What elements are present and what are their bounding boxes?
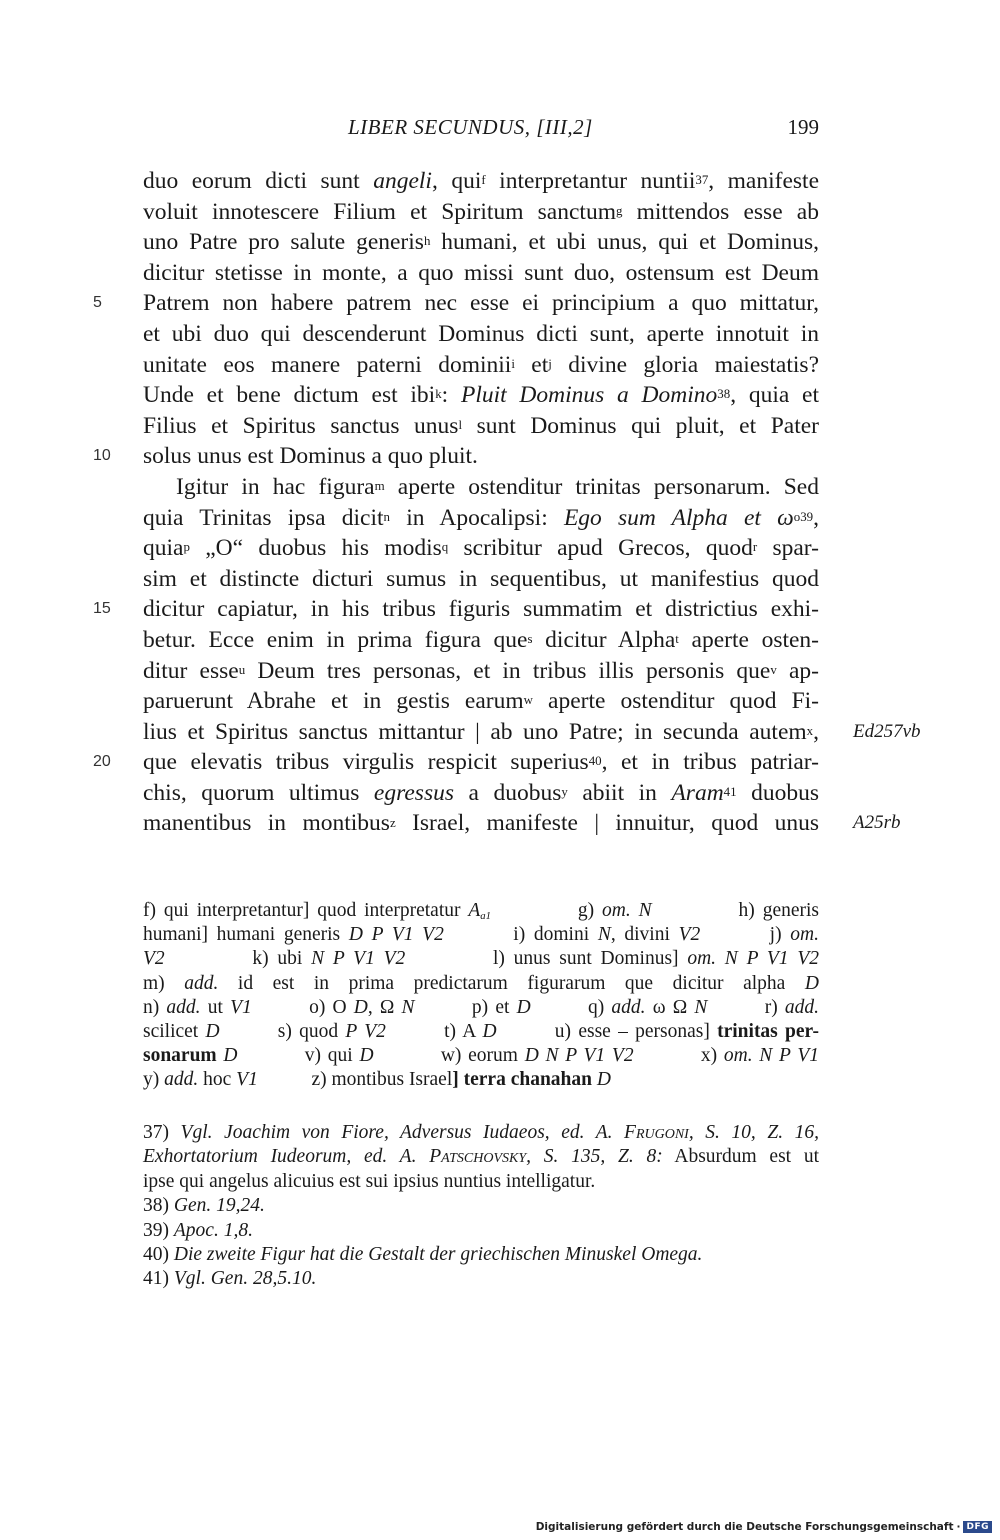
- footnote-line: 38) Gen. 19,24.: [143, 1195, 265, 1217]
- apparatus-line: f) qui interpretantur] quod interpretatur $A_{a1}$ g) om. N h) generis: [143, 900, 820, 923]
- text-line: et ubi duo qui descenderunt Dominus dicti sunt, aperte innotuit in: [143, 320, 819, 347]
- text-line: betur. Ecce enim in prima figura que$^s$ dicitur Alpha$^t$ aperte osten-: [143, 626, 820, 653]
- line-number: 10: [93, 447, 111, 465]
- apparatus-line: n) add. ut V1 o) O D, Ω N p) et D q) add. ω Ω N r) add.: [143, 996, 820, 1018]
- text-line: Igitur in hac figura$^m$ aperte ostenditur trinitas personarum. Sed: [176, 473, 819, 500]
- text-line: uno Patre pro salute generis$^h$ humani, et ubi unus, qui et Dominus,: [143, 229, 819, 256]
- running-title: LIBER SECUNDUS, [III,2]: [348, 115, 593, 139]
- text-line: voluit innotescere Filium et Spiritum sanctum$^g$ mittendos esse ab: [143, 198, 819, 225]
- text-line: 5 Patrem non habere patrem nec esse ei principium a quo mittatur,: [143, 288, 819, 319]
- apparatus-line: y) add. hoc V1 z) montibus Israel] terra chanahan D: [143, 1069, 611, 1091]
- text-line: paruerunt Abrahe et in gestis earum$^w$ aperte ostenditur quod Fi-: [143, 688, 820, 715]
- footnotes: [143, 1121, 819, 1292]
- footnote-line: Exhortatorium Iudeorum, ed. A. Patschovsky, S. 135, Z. 8: Absurdum est ut: [143, 1146, 819, 1168]
- apparatus-line: m) add. id est in prima predictarum figurarum que dicitur alpha D: [143, 972, 819, 994]
- text-line: unitate eos manere paterni dominii$^i$ $et^j$ divine gloria maiestatis?: [143, 351, 819, 378]
- apparatus-line: humani] humani generis D P V1 V2 i) domini N, divini V2 j) om.: [143, 924, 819, 946]
- apparatus-line: scilicet D s) quod P V2 t) A D u) esse – personas] trinitas per-: [143, 1020, 819, 1042]
- apparatus-line: V2 k) ubi N P V1 V2 l) unus sunt Dominus] om. N P V1 V2: [143, 948, 819, 970]
- footnote-line: 37) Vgl. Joachim von Fiore, Adversus Iudaeos, ed. A. Frugoni, S. 10, Z. 16,: [143, 1122, 819, 1143]
- footnote-line: 41) Vgl. Gen. 28,5.10.: [143, 1268, 317, 1290]
- line-number: 20: [93, 753, 111, 771]
- text-line: quia$^p$ „O“ duobus his modis$^q$ scribitur apud Grecos, quod$^r$ spar-: [143, 535, 819, 562]
- page-number: 199: [787, 115, 819, 139]
- text-line: Filius et Spiritus sanctus unus$^l$ sunt Dominus qui pluit, et Pater: [143, 412, 819, 439]
- text-line: quia Trinitas ipsa dicit$^n$ in Apocalipsi: Ego sum Alpha et $\omega^{o39}$,: [143, 504, 819, 531]
- text-line: dicitur stetisse in monte, a quo missi sunt duo, ostensum est Deum: [143, 259, 819, 286]
- main-text: [93, 166, 921, 839]
- apparatus-line: sonarum D v) qui D w) eorum D N P V1 V2 x) om. N P V1: [143, 1045, 819, 1067]
- text-line: duo eorum dicti sunt angeli, qui$^f$ interpretantur nuntii$^{37}$, manifeste: [143, 168, 819, 194]
- text-line: sim et distincte dicturi sumus in sequentibus, ut manifestius quod: [143, 565, 819, 592]
- manuscript-siglum: Ed257vb: [853, 720, 921, 742]
- text-line: chis, quorum ultimus egressus a duobus$^y$ abiit in Aram$^{41}$ duobus: [143, 779, 819, 806]
- line-number: 5: [93, 294, 102, 312]
- footnote-line: 40) Die zweite Figur hat die Gestalt der griechischen Minuskel Omega.: [143, 1243, 703, 1265]
- dfg-logo-icon: DFG: [963, 1521, 992, 1533]
- manuscript-siglum: A25rb: [853, 812, 901, 834]
- critical-apparatus: [143, 899, 819, 1093]
- text-line: 20 que elevatis tribus virgulis respicit superius$^{40}$, et in tribus patriar-: [143, 747, 819, 778]
- text-line: lius et Spiritus sanctus mittantur | ab uno Patre; in secunda autem$^x$, Ed257vb: [143, 717, 819, 748]
- line-number: 15: [93, 600, 111, 618]
- text-line: ditur esse$^u$ Deum tres personas, et in tribus illis personis que$^v$ ap-: [143, 657, 819, 684]
- digitization-footer: Digitalisierung gefördert durch die Deutsche Forschungsgemeinschaft · DFG: [536, 1521, 992, 1533]
- footer-text: Digitalisierung gefördert durch die Deutsche Forschungsgemeinschaft: [535, 1521, 954, 1533]
- text-line: 15 dicitur capiatur, in his tribus figuris summatim et districtius exhi-: [143, 594, 819, 625]
- footnote-line: 39) Apoc. 1,8.: [143, 1219, 253, 1241]
- text-line: Unde et bene dictum est ibi$^k$: Pluit Dominus a Domino$^{38}$, quia et: [143, 382, 820, 409]
- text-line: 10 solus unus est Dominus a quo pluit.: [143, 441, 819, 472]
- footnote-line: ipse qui angelus alicuius est sui ipsius nuntius intelligatur.: [143, 1170, 596, 1192]
- text-line: manentibus in montibus$^z$ Israel, manifeste | innuitur, quod unus A25rb: [143, 808, 819, 839]
